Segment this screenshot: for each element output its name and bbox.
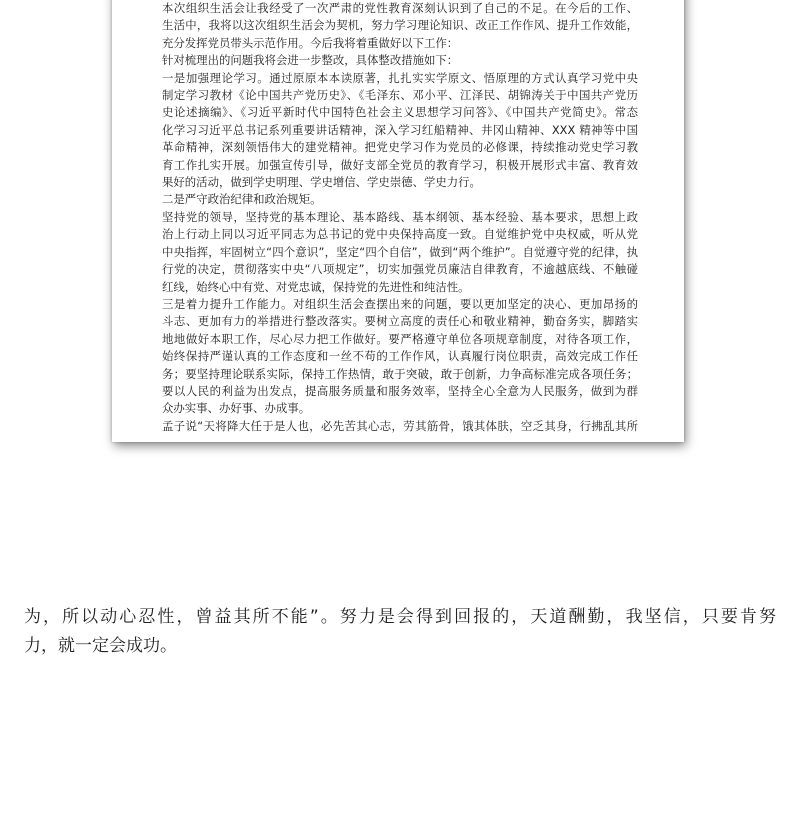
text-line: 二是严守政治纪律和政治规矩。 (162, 192, 322, 207)
text-line: 充分发挥党员带头示范作用。今后我将着重做好以下工作： (162, 35, 459, 50)
text-line: 制定学习教材《论中国共产党历史》、《毛泽东、邓小平、江泽民、胡锦涛关于中国共产党历 (162, 88, 638, 103)
text-line: 孟子说“天将降大任于是人也，必先苦其心志，劳其筋骨，饿其体肤，空乏其身，行拂乱其所 (162, 418, 638, 433)
text-line: 一是加强理论学习。通过原原本本读原著，扎扎实实学原文、悟原理的方式认真学习党中央 (162, 70, 638, 85)
text-line: 红线，始终心中有党、对党忠诚，保持党的先进性和纯洁性。 (162, 279, 470, 294)
text-line: 三是着力提升工作能力。对组织生活会查摆出来的问题，要以更加坚定的决心、更加昂扬的 (162, 296, 638, 311)
text-line: 行党的决定，贯彻落实中央“八项规定”，切实加强党员廉洁自律教育，不逾越底线、不触碰 (162, 262, 638, 277)
document-body-text (162, 0, 638, 435)
text-line: 斗志、更加有力的举措进行整改落实。要树立高度的责任心和敬业精神，勤奋务实，脚踏实 (162, 314, 638, 329)
text-line: 地地做好本职工作，尽心尽力把工作做好。要严格遵守单位各项规章制度，对待各项工作， (162, 331, 638, 346)
continuation-paragraph (24, 603, 776, 661)
text-line: 本次组织生活会让我经受了一次严肃的党性教育深刻认识到了自己的不足。在今后的工作、 (162, 1, 638, 15)
text-line: 务；要坚持理论联系实际，保持工作热情，敢于突破，敢于创新，力争高标准完成各项任务； (162, 366, 638, 381)
text-line: 治上行动上同以习近平同志为总书记的党中央保持高度一致。自觉维护党中央权威，听从党 (162, 227, 638, 242)
text-line: 革命精神，深刻领悟伟大的建党精神。把党史学习作为党员的必修课，持续推动党史学习教 (162, 140, 638, 155)
text-line: 为，所以动心忍性，曾益其所不能”。努力是会得到回报的，天道酬勤，我坚信，只要肯努 (24, 607, 776, 627)
text-line: 众办实事、办好事、办成事。 (162, 401, 311, 416)
text-line: 要以人民的利益为出发点，提高服务质量和服务效率，坚持全心全意为人民服务，做到为群 (162, 383, 638, 398)
text-line: 针对梳理出的问题我将会进一步整改，具体整改措施如下： (162, 53, 459, 68)
text-line: 坚持党的领导，坚持党的基本理论、基本路线、基本纲领、基本经验、基本要求，思想上政 (162, 209, 638, 224)
document-page-preview (112, 0, 684, 442)
text-line: 史论述摘编》、《习近平新时代中国特色社会主义思想学习问答》、《中国共产党简史》。常态 (162, 105, 638, 120)
text-line: 始终保持严谨认真的工作态度和一丝不苟的工作作风，认真履行岗位职责，高效完成工作任 (162, 349, 638, 364)
text-line: 化学习习近平总书记系列重要讲话精神，深入学习红船精神、井冈山精神、XXX 精神等中国 (162, 122, 638, 137)
text-line: 育工作扎实开展。加强宣传引导，做好支部全党员的教育学习，积极开展形式丰富、教育效 (162, 157, 638, 172)
text-line: 力，就一定会成功。 (24, 636, 177, 656)
text-line: 生活中，我将以这次组织生活会为契机，努力学习理论知识、改正工作作风、提升工作效能， (162, 18, 638, 33)
text-line: 中央指挥，牢固树立“四个意识”，坚定“四个自信”，做到“两个维护”。自觉遵守党的纪律，执 (162, 244, 638, 259)
text-line: 果好的活动，做到学史明理、学史增信、学史崇德、学史力行。 (162, 175, 481, 190)
